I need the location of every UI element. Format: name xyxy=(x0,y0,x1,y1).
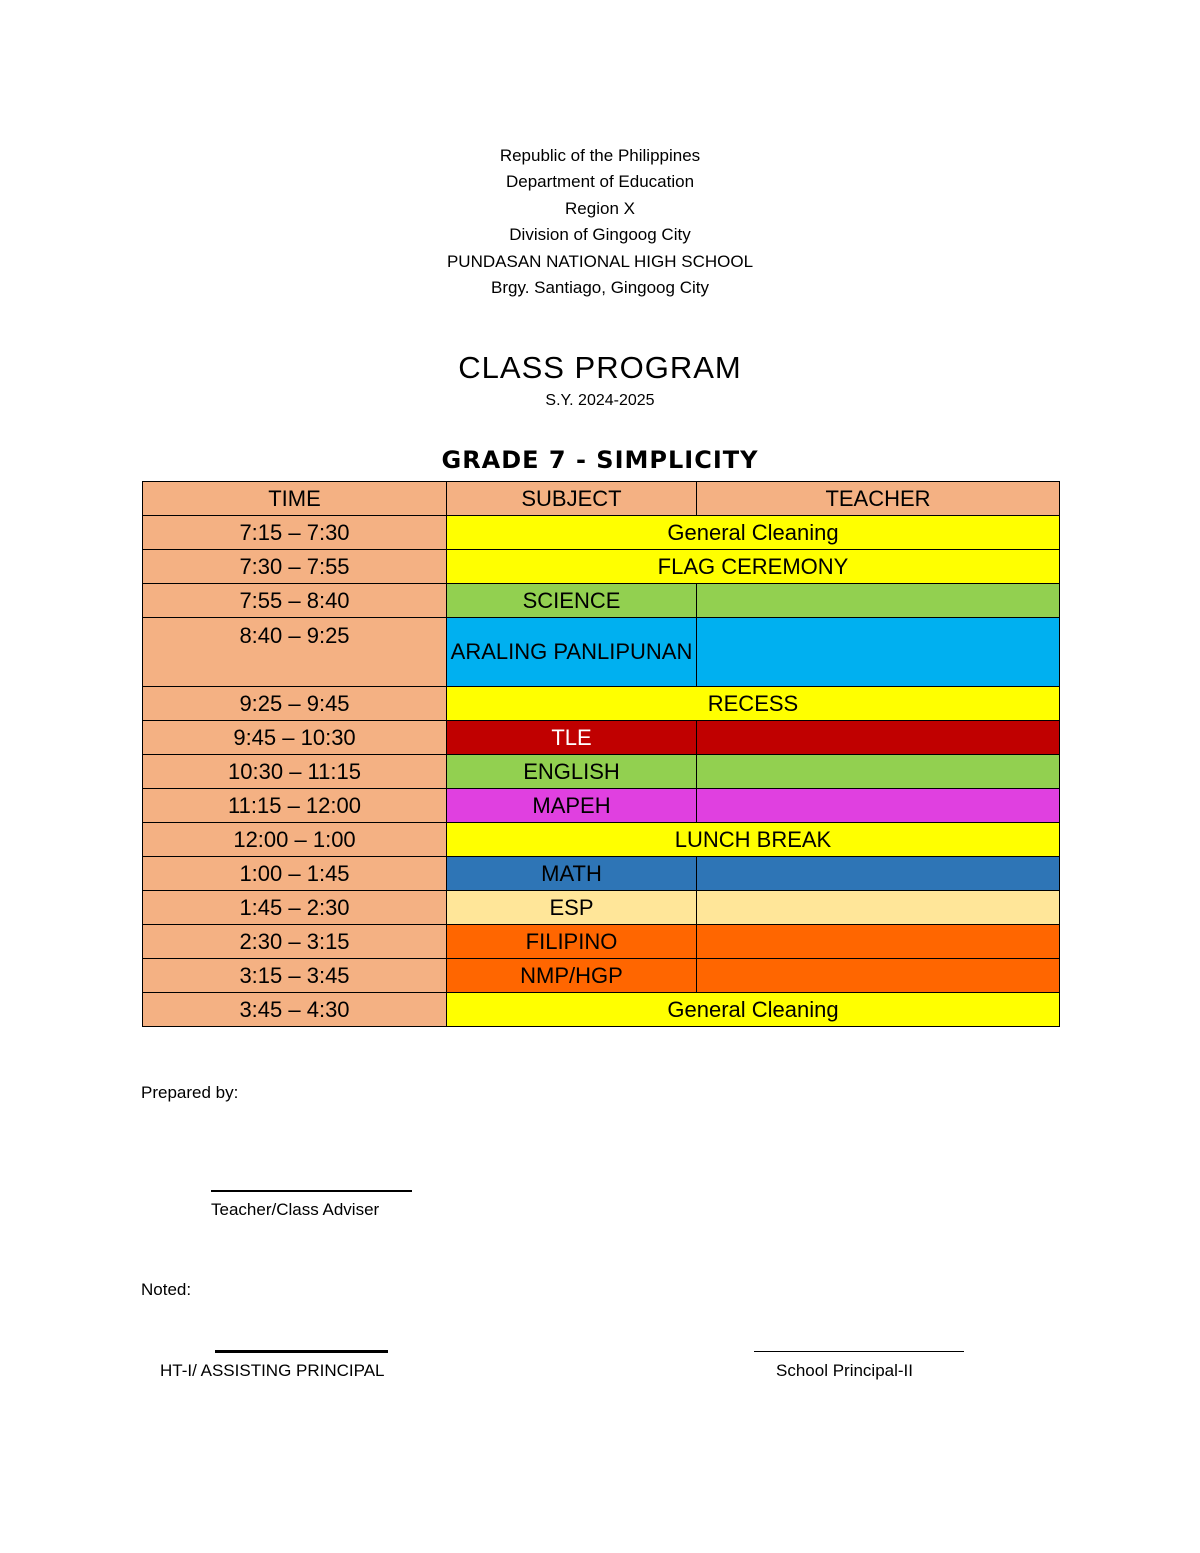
subject-cell: ARALING PANLIPUNAN xyxy=(447,618,697,687)
school-principal-title: School Principal-II xyxy=(776,1361,914,1380)
table-row xyxy=(143,687,1060,721)
adviser-signature-line xyxy=(211,1190,412,1192)
header-subject: SUBJECT xyxy=(447,482,697,516)
time-cell: 7:55 – 8:40 xyxy=(143,584,447,618)
time-cell: 7:30 – 7:55 xyxy=(143,550,447,584)
time-cell: 1:45 – 2:30 xyxy=(143,891,447,925)
assisting-principal-signature-line xyxy=(215,1350,388,1353)
assisting-principal-title: HT-I/ ASSISTING PRINCIPAL xyxy=(160,1361,385,1380)
letterhead-line-republic: Republic of the Philippines xyxy=(499,146,701,165)
letterhead-line-division: Division of Gingoog City xyxy=(509,225,691,245)
time-cell: 9:45 – 10:30 xyxy=(143,721,447,755)
teacher-cell xyxy=(697,789,1060,823)
subject-cell: TLE xyxy=(447,721,697,755)
time-cell: 12:00 – 1:00 xyxy=(143,823,447,857)
document-title: CLASS PROGRAM xyxy=(458,350,742,385)
table-row xyxy=(143,550,1060,584)
time-cell: 10:30 – 11:15 xyxy=(143,755,447,789)
subject-cell: MATH xyxy=(447,857,697,891)
table-row xyxy=(143,993,1060,1027)
subject-cell: RECESS xyxy=(447,687,1060,721)
subject-cell: SCIENCE xyxy=(447,584,697,618)
letterhead-line-address: Brgy. Santiago, Gingoog City xyxy=(491,278,709,298)
table-row xyxy=(143,516,1060,550)
time-cell: 9:25 – 9:45 xyxy=(143,687,447,721)
table-row xyxy=(143,789,1060,823)
teacher-cell xyxy=(697,857,1060,891)
subject-cell: NMP/HGP xyxy=(447,959,697,993)
time-cell: 11:15 – 12:00 xyxy=(143,789,447,823)
subject-cell: General Cleaning xyxy=(447,516,1060,550)
subject-cell: FLAG CEREMONY xyxy=(447,550,1060,584)
table-row xyxy=(143,618,1060,687)
table-row xyxy=(143,823,1060,857)
schedule-body xyxy=(143,516,1060,1027)
table-row xyxy=(143,857,1060,891)
time-cell: 1:00 – 1:45 xyxy=(143,857,447,891)
letterhead-line-region: Region X xyxy=(565,198,635,218)
header-time: TIME xyxy=(143,482,447,516)
school-year: S.Y. 2024-2025 xyxy=(545,392,655,409)
subject-cell: ESP xyxy=(447,891,697,925)
time-cell: 8:40 – 9:25 xyxy=(143,618,447,687)
section-title: GRADE 7 - SIMPLICITY xyxy=(441,446,759,474)
subject-cell: LUNCH BREAK xyxy=(447,823,1060,857)
teacher-cell xyxy=(697,755,1060,789)
table-row xyxy=(143,755,1060,789)
letterhead xyxy=(0,143,1200,301)
subject-cell: FILIPINO xyxy=(447,925,697,959)
time-cell: 3:15 – 3:45 xyxy=(143,959,447,993)
time-cell: 2:30 – 3:15 xyxy=(143,925,447,959)
table-row xyxy=(143,925,1060,959)
table-row xyxy=(143,721,1060,755)
prepared-by-label: Prepared by: xyxy=(141,1083,239,1102)
school-principal-signature-line xyxy=(754,1351,964,1352)
noted-label: Noted: xyxy=(141,1280,192,1299)
subject-cell: General Cleaning xyxy=(447,993,1060,1027)
table-row xyxy=(143,584,1060,618)
subject-cell: ENGLISH xyxy=(447,755,697,789)
adviser-title: Teacher/Class Adviser xyxy=(211,1200,380,1219)
class-schedule-table xyxy=(142,481,1060,1027)
header-teacher: TEACHER xyxy=(697,482,1060,516)
teacher-cell xyxy=(697,959,1060,993)
teacher-cell xyxy=(697,925,1060,959)
letterhead-line-school: PUNDASAN NATIONAL HIGH SCHOOL xyxy=(446,251,754,271)
table-row xyxy=(143,891,1060,925)
teacher-cell xyxy=(697,891,1060,925)
teacher-cell xyxy=(697,721,1060,755)
table-header-row xyxy=(143,482,1060,516)
teacher-cell xyxy=(697,584,1060,618)
subject-cell: MAPEH xyxy=(447,789,697,823)
letterhead-line-department: Department of Education xyxy=(505,172,695,192)
table-row xyxy=(143,959,1060,993)
time-cell: 7:15 – 7:30 xyxy=(143,516,447,550)
teacher-cell xyxy=(697,618,1060,687)
time-cell: 3:45 – 4:30 xyxy=(143,993,447,1027)
